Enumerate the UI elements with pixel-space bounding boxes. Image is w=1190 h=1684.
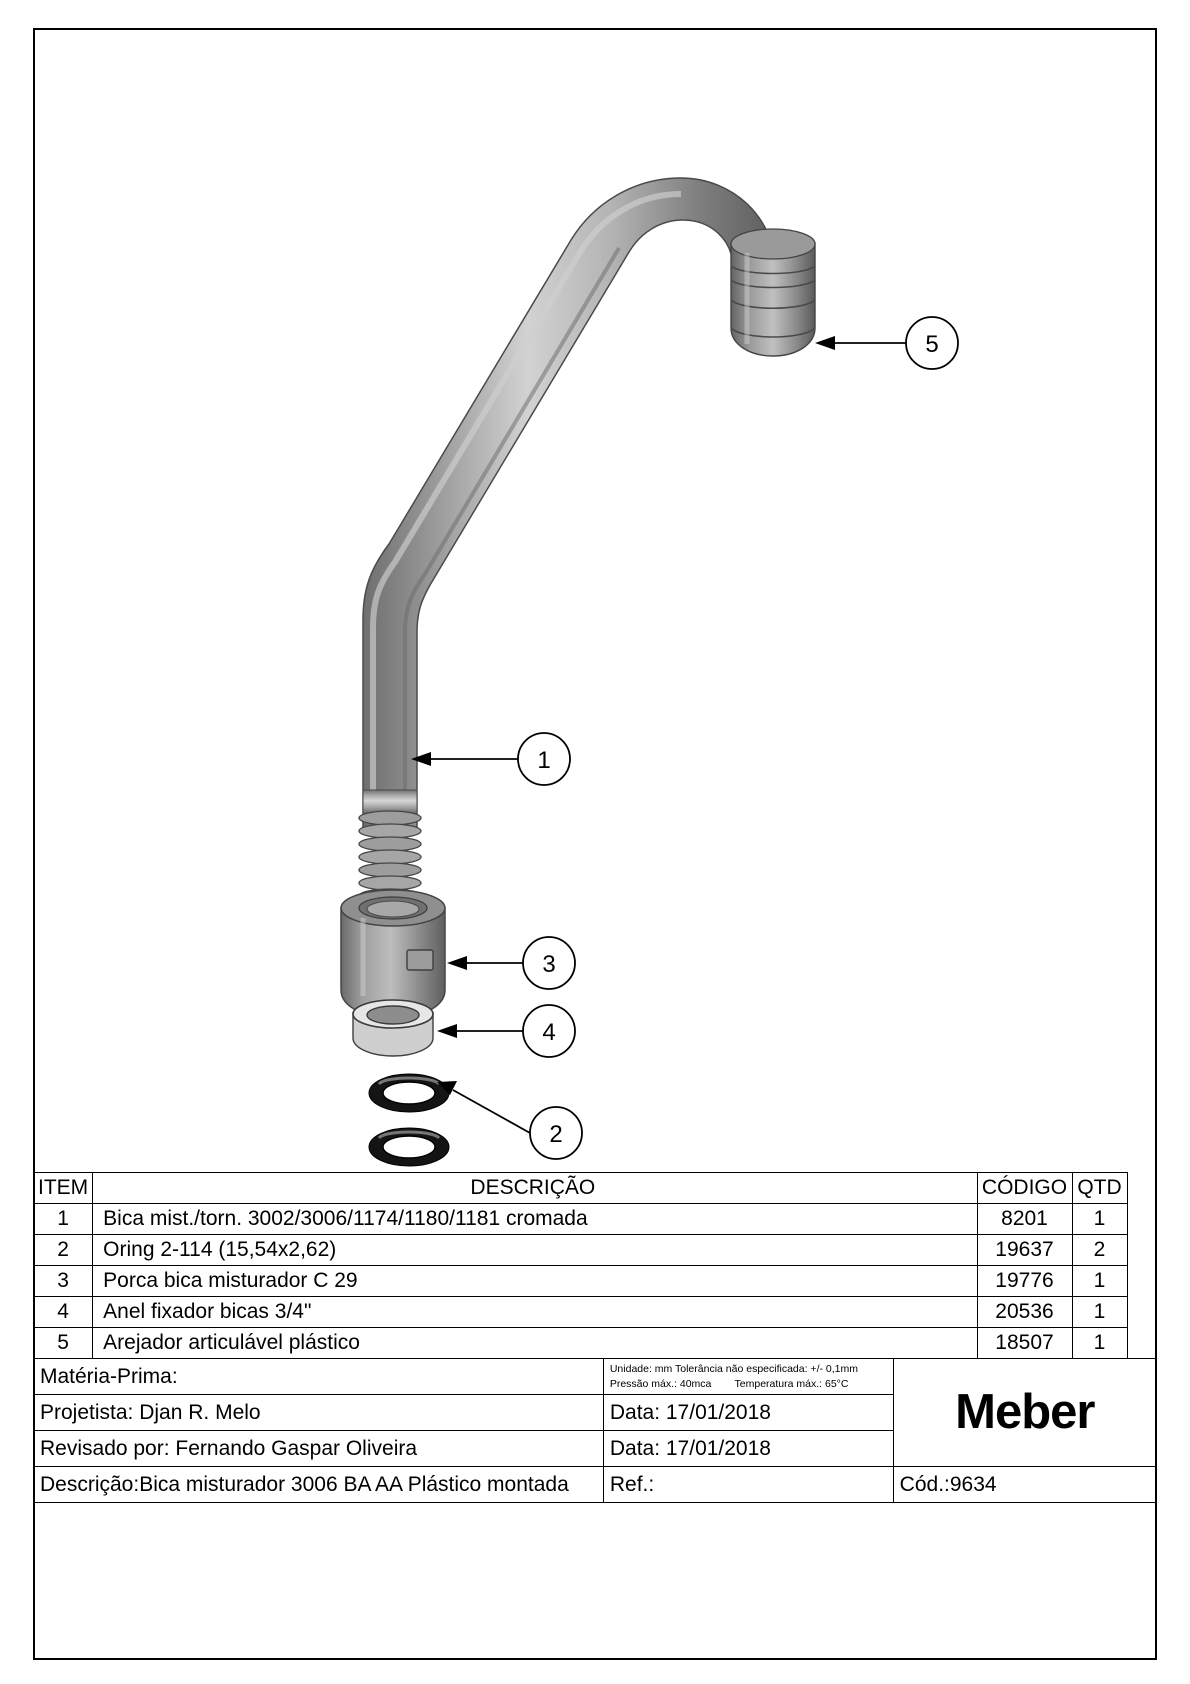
balloon-label: 5: [925, 331, 939, 358]
brand-logo: Meber: [955, 1385, 1095, 1439]
table-row: [34, 1235, 1158, 1266]
row-description: Porca bica misturador C 29: [93, 1266, 977, 1297]
parts-list-table: [33, 1172, 1157, 1359]
title-block: [33, 1358, 1157, 1503]
row-code: 18507: [977, 1328, 1072, 1359]
table-row: [34, 1297, 1158, 1328]
part-spout-thread: [359, 790, 421, 903]
reviewer-label: Revisado por:: [40, 1436, 170, 1460]
balloon-1: [518, 733, 570, 785]
header-qty: QTD: [1072, 1173, 1127, 1204]
material-label: Matéria-Prima:: [40, 1364, 178, 1388]
description-cell: [34, 1467, 604, 1503]
row-spacer: [1127, 1266, 1157, 1297]
row-item: 2: [34, 1235, 93, 1266]
row-description: Bica mist./torn. 3002/3006/1174/1180/1181 cromada: [93, 1204, 977, 1235]
notes-line-1: Unidade: mm Tolerância não especificada: +/- 0,1mm: [609, 1363, 858, 1376]
material-cell: [34, 1359, 604, 1395]
table-header-row: [34, 1173, 1158, 1204]
description-value: Bica misturador 3006 BA AA Plástico montada: [139, 1472, 569, 1496]
date-cell-2: Data: 17/01/2018: [603, 1431, 893, 1467]
row-item: 3: [34, 1266, 93, 1297]
header-code: CÓDIGO: [977, 1173, 1072, 1204]
title-block-row-material: [34, 1359, 1157, 1395]
row-code: 20536: [977, 1297, 1072, 1328]
part-oring-lower: [369, 1128, 449, 1166]
row-code: 19637: [977, 1235, 1072, 1266]
row-description: Oring 2-114 (15,54x2,62): [93, 1235, 977, 1266]
balloon-label: 1: [537, 747, 551, 774]
designer-label: Projetista:: [40, 1400, 134, 1424]
designer-cell: [34, 1395, 604, 1431]
row-spacer: [1127, 1204, 1157, 1235]
description-label: Descrição:: [40, 1472, 140, 1496]
row-qty: 1: [1072, 1204, 1127, 1235]
notes-line-2: Pressão máx.: 40mca Temperatura máx.: 65°C: [609, 1377, 849, 1390]
row-spacer: [1127, 1235, 1157, 1266]
row-spacer: [1127, 1328, 1157, 1359]
balloon-label: 3: [542, 951, 556, 978]
balloon-3: [523, 937, 575, 989]
header-description: DESCRIÇÃO: [93, 1173, 977, 1204]
row-qty: 1: [1072, 1266, 1127, 1297]
title-block-row-description: [34, 1467, 1157, 1503]
balloon-5: [906, 317, 958, 369]
part-oring-upper: [369, 1074, 449, 1112]
row-item: 5: [34, 1328, 93, 1359]
code-cell: Cód.:9634: [893, 1467, 1156, 1503]
row-code: 8201: [977, 1204, 1072, 1235]
balloon-2: [530, 1107, 582, 1159]
designer-value: Djan R. Melo: [139, 1400, 261, 1424]
row-description: Arejador articulável plástico: [93, 1328, 977, 1359]
row-qty: 1: [1072, 1328, 1127, 1359]
ref-cell: Ref.:: [603, 1467, 893, 1503]
header-item: ITEM: [34, 1173, 93, 1204]
table-row: [34, 1266, 1158, 1297]
reviewer-cell: [34, 1431, 604, 1467]
assembly-drawing: [33, 28, 1157, 1173]
row-code: 19776: [977, 1266, 1072, 1297]
row-spacer: [1127, 1297, 1157, 1328]
part-aerator: [731, 229, 815, 356]
date-cell-1: Data: 17/01/2018: [603, 1395, 893, 1431]
part-nut: [341, 890, 445, 1018]
row-item: 1: [34, 1204, 93, 1235]
row-item: 4: [34, 1297, 93, 1328]
part-spout-tube: [363, 178, 775, 828]
table-row: [34, 1204, 1158, 1235]
balloon-label: 2: [549, 1121, 563, 1148]
header-spacer: [1127, 1173, 1157, 1204]
row-qty: 2: [1072, 1235, 1127, 1266]
table-row: [34, 1328, 1158, 1359]
notes-cell: [603, 1359, 893, 1395]
row-description: Anel fixador bicas 3/4": [93, 1297, 977, 1328]
reviewer-value: Fernando Gaspar Oliveira: [175, 1436, 418, 1460]
row-qty: 1: [1072, 1297, 1127, 1328]
brand-cell: [893, 1359, 1156, 1467]
part-fixing-ring: [353, 1000, 433, 1056]
balloon-4: [523, 1005, 575, 1057]
balloon-label: 4: [542, 1019, 556, 1046]
